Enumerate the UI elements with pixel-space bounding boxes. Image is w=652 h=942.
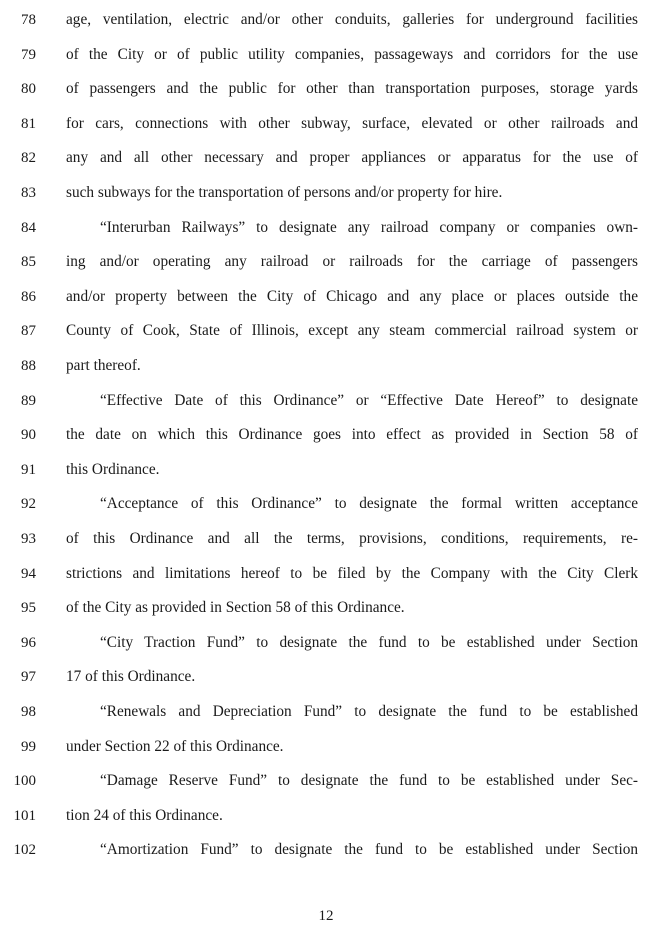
line-number: 85: [21, 254, 36, 271]
document-line: [0, 107, 652, 141]
line-text: such subways for the transportation of persons and/or property for hire.: [66, 184, 503, 201]
line-text: this Ordinance.: [66, 460, 160, 478]
document-line: [0, 176, 652, 210]
line-text: ing and/or operating any railroad or railroads for the carriage of passengers: [66, 253, 638, 271]
document-line: [0, 799, 652, 833]
document-line: [0, 349, 652, 383]
line-text: of passengers and the public for other than transportation purposes, storage yards: [66, 80, 638, 98]
line-text: under Section 22 of this Ordinance.: [66, 737, 284, 755]
document-line: [0, 730, 652, 764]
document-line: [0, 764, 652, 798]
document-line: [0, 245, 652, 279]
document-line: [0, 3, 652, 37]
line-number: 79: [21, 46, 36, 63]
document-line: [0, 141, 652, 175]
line-text: and/or property between the City of Chicago and any place or places outside the: [66, 287, 638, 305]
line-text: of the City as provided in Section 58 of this Ordinance.: [66, 599, 405, 617]
document-line: [0, 557, 652, 591]
document-line: [0, 38, 652, 72]
line-text: 17 of this Ordinance.: [66, 668, 196, 686]
line-number: 94: [21, 565, 36, 582]
line-number: 96: [21, 634, 36, 651]
line-text: age, ventilation, electric and/or other conduits, galleries for underground facilities: [66, 11, 638, 28]
line-text: “Acceptance of this Ordinance” to designate the formal written acceptance: [100, 495, 638, 513]
line-text: any and all other necessary and proper appliances or apparatus for the use of: [66, 149, 638, 167]
line-number: 98: [21, 704, 36, 720]
line-text: tion 24 of this Ordinance.: [66, 806, 223, 824]
line-number: 101: [13, 807, 36, 824]
line-text: of the City or of public utility companies, passageways and corridors for the use: [66, 45, 638, 63]
document-line: [0, 660, 652, 694]
line-text: County of Cook, State of Illinois, except any steam commercial railroad system or: [66, 322, 638, 340]
line-number: 86: [21, 288, 36, 305]
document-line: [0, 695, 652, 729]
line-text: part thereof.: [66, 357, 141, 374]
line-number: 100: [13, 773, 36, 790]
document-line: [0, 72, 652, 106]
line-text: “Interurban Railways” to designate any railroad company or companies own-: [100, 218, 638, 236]
line-number: 90: [21, 427, 36, 444]
document-line: [0, 522, 652, 556]
document-line: [0, 314, 652, 348]
line-number: 102: [13, 842, 36, 859]
line-number: 88: [21, 358, 36, 374]
line-number: 91: [21, 461, 36, 478]
line-text: “Renewals and Depreciation Fund” to designate the fund to be established: [100, 703, 638, 720]
document-line: [0, 453, 652, 487]
document-line: [0, 591, 652, 625]
line-text: the date on which this Ordinance goes into effect as provided in Section 58 of: [66, 426, 638, 444]
line-text: “Damage Reserve Fund” to designate the fund to be established under Sec-: [100, 772, 638, 790]
document-line: [0, 833, 652, 867]
document-line: [0, 418, 652, 452]
line-text: “Amortization Fund” to designate the fund to be established under Section: [100, 841, 638, 859]
document-line: [0, 280, 652, 314]
document-line: [0, 626, 652, 660]
line-number: 95: [21, 600, 36, 617]
document-line: [0, 211, 652, 245]
line-number: 83: [21, 185, 36, 201]
line-text: “City Traction Fund” to designate the fund to be established under Section: [100, 633, 638, 651]
line-number: 82: [21, 150, 36, 167]
line-text: of this Ordinance and all the terms, provisions, conditions, requirements, re-: [66, 530, 638, 547]
line-number: 84: [21, 219, 36, 236]
line-number: 92: [21, 496, 36, 513]
line-number: 87: [21, 323, 36, 340]
document-line: [0, 487, 652, 521]
line-text: for cars, connections with other subway, surface, elevated or other railroads and: [66, 114, 638, 132]
line-number: 81: [21, 115, 36, 132]
line-number: 99: [21, 738, 36, 755]
document-line: [0, 384, 652, 418]
line-text: strictions and limitations hereof to be filed by the Company with the City Clerk: [66, 564, 638, 582]
line-text: “Effective Date of this Ordinance” or “Effective Date Hereof” to designate: [100, 391, 638, 409]
line-number: 97: [21, 669, 36, 686]
line-number: 80: [21, 81, 36, 98]
line-number: 93: [21, 531, 36, 547]
page-number: 12: [318, 908, 334, 924]
line-number: 78: [21, 12, 36, 28]
line-number: 89: [21, 392, 36, 409]
